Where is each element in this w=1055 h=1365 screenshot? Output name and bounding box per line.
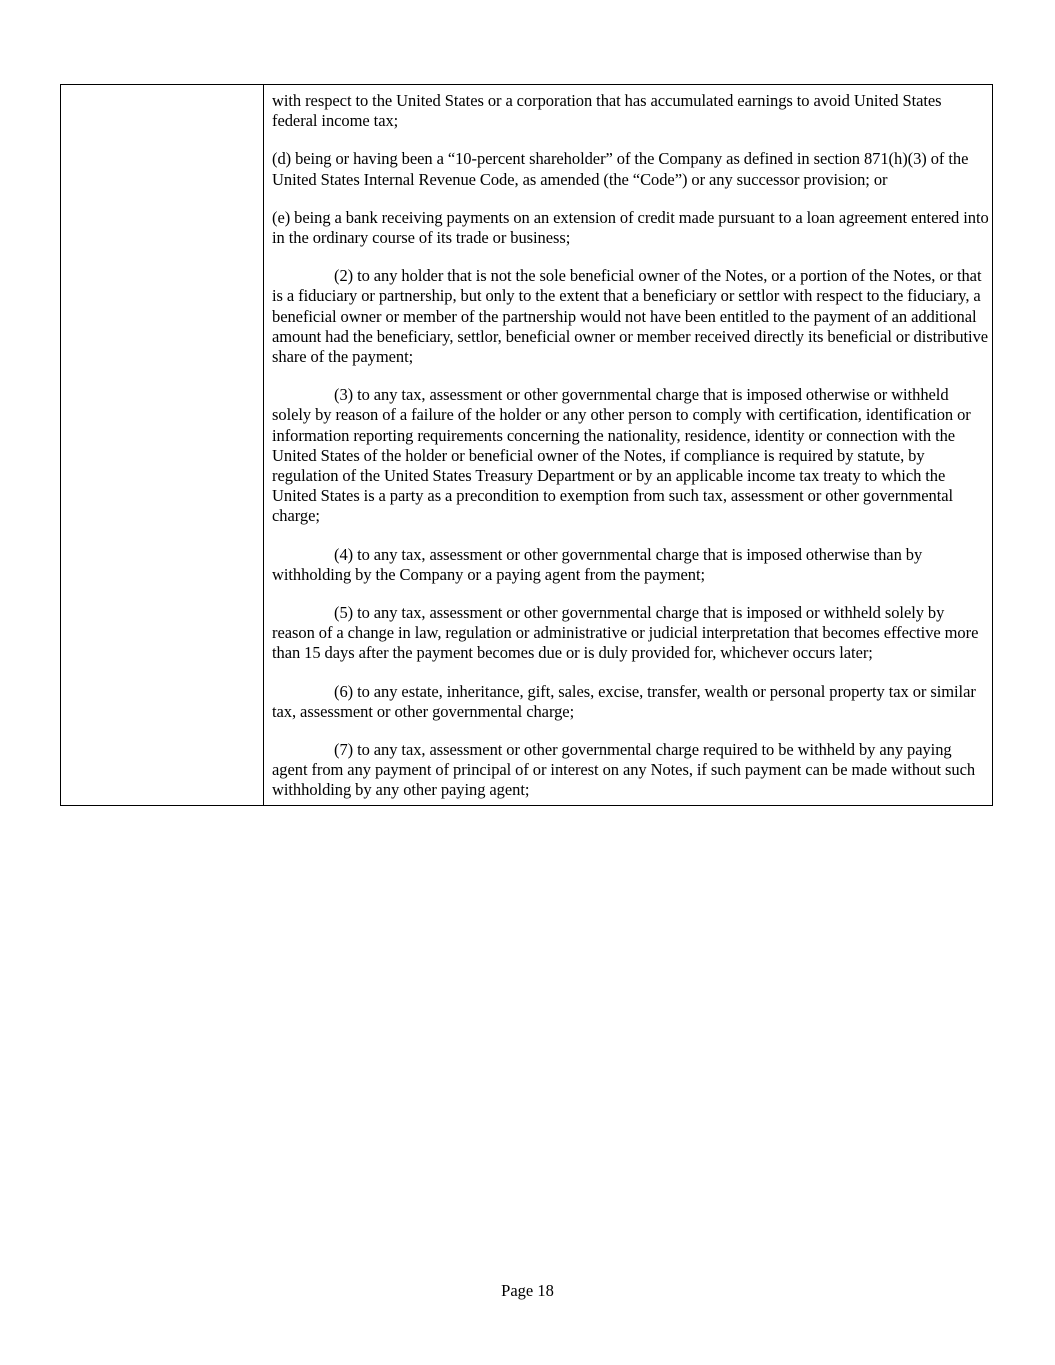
paragraph-clause-d: (d) being or having been a “10-percent shareholder” of the Company as defined in section 871(h)(3) of the United States Internal Revenue Code, as amended (the “Code”) or any successor provision; or bbox=[272, 149, 969, 189]
paragraph-clause-4: (4) to any tax, assessment or other governmental charge that is imposed otherwise than by withholding by the Company or a paying agent from the payment; bbox=[272, 544, 923, 584]
paragraph-clause-3: (3) to any tax, assessment or other governmental charge that is imposed otherwise or withheld solely by reason of a failure of the holder or any other person to comply with certification, identification or information reporting requirements concerning the nationality, residence, identity or connection with the United States of the holder or beneficial owner of the Notes, if compliance is required by statute, by regulation of the United States Treasury Department or by an applicable income tax treaty to which the United States is a party as a precondition to exemption from such tax, assessment or other governmental charge; bbox=[272, 385, 971, 526]
content-table bbox=[60, 84, 993, 806]
paragraph-clause-2: (2) to any holder that is not the sole beneficial owner of the Notes, or a portion of the Notes, or that is a fiduciary or partnership, but only to the extent that a beneficiary or settlor with respect to the fiduciary, a beneficial owner or member of the partnership would not have been entitled to the payment of an additional amount had the beneficiary, settlor, beneficial owner or member received directly its beneficial or distributive share of the payment; bbox=[272, 266, 989, 367]
table-row bbox=[61, 85, 993, 806]
paragraph-clause-e: (e) being a bank receiving payments on an extension of credit made pursuant to a loan agreement entered into in the ordinary course of its trade or business; bbox=[272, 207, 989, 248]
table-cell-left bbox=[61, 85, 264, 806]
body-text-block bbox=[264, 85, 992, 803]
left-column-content bbox=[61, 85, 263, 805]
paragraph-clause-6: (6) to any estate, inheritance, gift, sales, excise, transfer, wealth or personal property tax or similar tax, assessment or other governmental charge; bbox=[272, 681, 976, 721]
table-cell-right bbox=[264, 85, 993, 806]
paragraph-clause-5: (5) to any tax, assessment or other governmental charge that is imposed or withheld solely by reason of a change in law, regulation or administrative or judicial interpretation that becomes effective more than 15 days after the payment becomes due or is duly provided for, whichever occurs later; bbox=[272, 603, 979, 663]
page-number-footer: Page 18 bbox=[501, 1281, 554, 1300]
paragraph-clause-7: (7) to any tax, assessment or other governmental charge required to be withheld by any paying agent from any payment of principal of or interest on any Notes, if such payment can be made without such withholding by any other paying agent; bbox=[272, 740, 976, 800]
paragraph-continuation: with respect to the United States or a corporation that has accumulated earnings to avoid United States federal income tax; bbox=[272, 91, 942, 131]
